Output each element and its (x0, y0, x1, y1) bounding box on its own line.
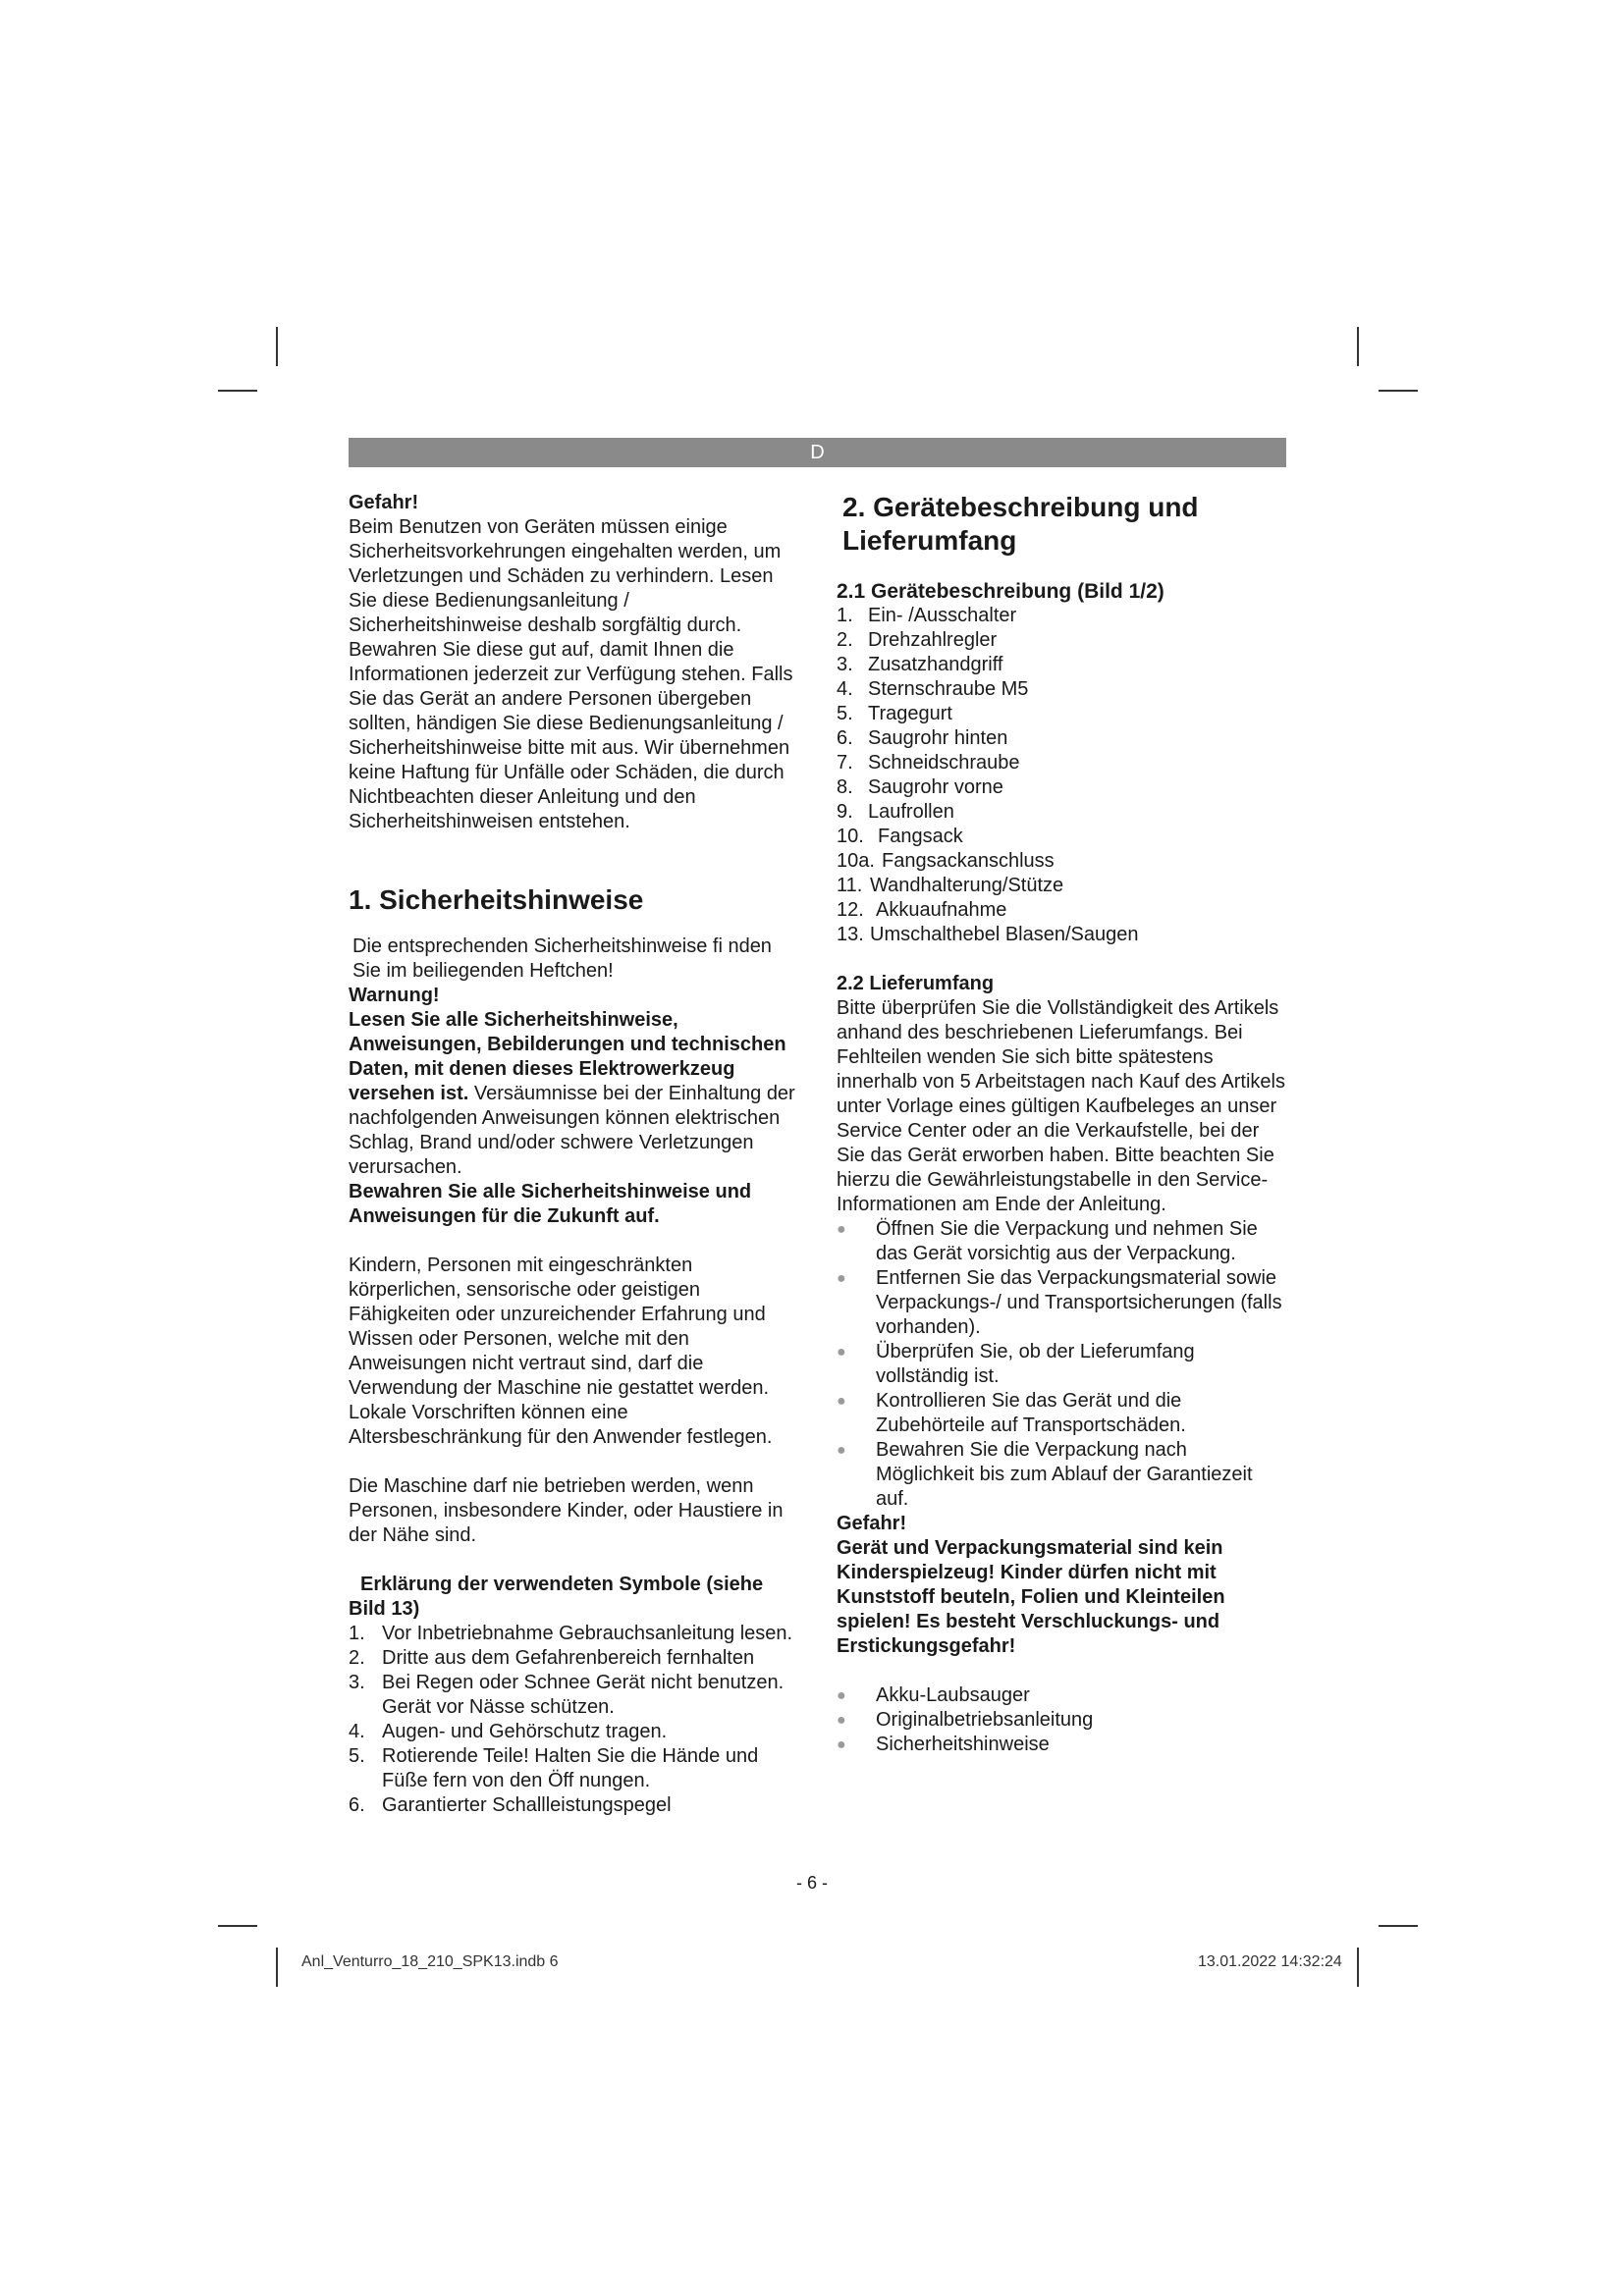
page-number: - 6 - (795, 1873, 828, 1893)
list-item: 2. Drehzahlregler (837, 629, 998, 651)
list-item: ● Bewahren Sie die Verpackung nach Möglichkeit bis zum Ablauf der Garantiezeit auf. (837, 1439, 1253, 1510)
crop-mark-top-right-v (1357, 327, 1359, 366)
list-item: ● Sicherheitshinweise (837, 1734, 1050, 1755)
sub-2-2-heading: 2.2 Lieferumfang (837, 973, 995, 994)
warning-title: Warnung! (349, 985, 440, 1006)
warning-bold: Lesen Sie alle Sicherheitshinweise, Anweisungen, Bebilderungen und technischen Daten, mit denen dieses Elektrowerkzeug versehen ist. (349, 1009, 786, 1104)
list-item: 5. Tragegurt (837, 703, 952, 724)
list-item: ● Kontrollieren Sie das Gerät und die Zubehörteile auf Transportschäden. (837, 1390, 1186, 1436)
list-item: 12. Akkuaufnahme (837, 899, 1007, 921)
right-column (837, 491, 1288, 1757)
crop-mark-top-right-h (1379, 390, 1418, 392)
list-item: ● Öffnen Sie die Verpackung und nehmen Sie das Gerät vorsichtig aus der Verpackung. (837, 1218, 1258, 1264)
contents-list (837, 1683, 1288, 1757)
left-column (349, 491, 800, 1818)
bullet-icon: ● (837, 1736, 846, 1753)
warning-paragraph (349, 1008, 800, 1180)
danger-2-paragraph: Gerät und Verpackungsmaterial sind kein Kinderspielzeug! Kinder dürfen nicht mit Kunststoff beuteln, Folien und Kleinteilen spielen! Es besteht Verschluckungs- und Erstickungsgefahr! (837, 1537, 1225, 1657)
list-item: 11. Wandhalterung/Stütze (837, 875, 1064, 896)
parts-list (837, 604, 1288, 947)
bullet-icon: ● (837, 1442, 846, 1459)
bullet-icon: ● (837, 1687, 846, 1704)
danger-paragraph: Beim Benutzen von Geräten müssen einige Sicherheitsvorkehrungen eingehalten werden, um Verletzungen und Schäden zu verhindern. Lesen Sie diese Bedienungsanleitung / Sicherheitshinweise deshalb sorgfältig durch. Bewahren Sie diese gut auf, damit Ihnen die Informationen jederzeit zur Verfügung stehen. Falls Sie das Gerät an andere Personen übergeben sollten, händigen Sie diese Bedienungsanleitung / Sicherheitshinweise bitte mit aus. Wir übernehmen keine Haftung für Unfälle oder Schäden, die durch Nichtbeachten dieser Anleitung und den Sicherheitshinweisen entstehen. (349, 516, 793, 832)
section-1-heading: 1. Sicherheitshinweise (349, 884, 644, 915)
list-item: 1. Vor Inbetriebnahme Gebrauchsanleitung lesen. (349, 1623, 793, 1644)
list-item: ● Überprüfen Sie, ob der Lieferumfang vollständig ist. (837, 1341, 1195, 1387)
keep-instructions: Bewahren Sie alle Sicherheitshinweise und Anweisungen für die Zukunft auf. (349, 1181, 752, 1227)
crop-mark-bottom-left-v (276, 1948, 278, 1987)
list-item: 10. Fangsack (837, 826, 963, 847)
list-item: 1. Ein- /Ausschalter (837, 605, 1017, 626)
list-item: 2. Dritte aus dem Gefahrenbereich fernhalten (349, 1647, 755, 1669)
crop-mark-bottom-left-h (218, 1925, 257, 1927)
footer-datetime: 13.01.2022 14:32:24 (1198, 1953, 1342, 1970)
list-item: 9. Laufrollen (837, 801, 954, 823)
bullet-icon: ● (837, 1393, 846, 1410)
bullet-icon: ● (837, 1344, 846, 1361)
crop-mark-top-left-v (276, 327, 278, 366)
sub-2-2-paragraph: Bitte überprüfen Sie die Vollständigkeit des Artikels anhand des beschriebenen Lieferumfangs. Bei Fehlteilen wenden Sie sich bitte spätestens innerhalb von 5 Arbeitstagen nach Kauf des Artikels unter Vorlage eines gültigen Kaufbeleges an unser Service Center oder an die Verkaufstelle, bei der Sie das Gerät erworben haben. Bitte beachten Sie hierzu die Gewährleistungstabelle in den Service-Informationen am Ende der Anleitung. (837, 997, 1285, 1215)
list-item: 13. Umschalthebel Blasen/Saugen (837, 924, 1139, 945)
list-item: 5. Rotierende Teile! Halten Sie die Hände und Füße fern von den Öff nungen. (349, 1745, 759, 1791)
list-item: 3. Zusatzhandgriff (837, 654, 1003, 675)
warning-text: Versäumnisse bei der Einhaltung der nachfolgenden Anweisungen können elektrischen Schlag, Brand und/oder schwere Verletzungen verursachen. (349, 1083, 795, 1178)
symbols-heading: Erklärung der verwendeten Symbole (siehe Bild 13) (349, 1574, 764, 1620)
danger-title: Gefahr! (349, 492, 419, 513)
crop-mark-bottom-right-v (1357, 1948, 1359, 1987)
bullet-icon: ● (837, 1221, 846, 1238)
list-item: 8. Saugrohr vorne (837, 776, 1003, 798)
list-item: 7. Schneidschraube (837, 752, 1020, 774)
list-item: ● Originalbetriebsanleitung (837, 1709, 1094, 1731)
section-1-intro: Die entsprechenden Sicherheitshinweise fi nden Sie im beiliegenden Heftchen! (352, 935, 772, 982)
list-item: 3. Bei Regen oder Schnee Gerät nicht benutzen. Gerät vor Nässe schützen. (349, 1672, 785, 1718)
list-item: 4. Augen- und Gehörschutz tragen. (349, 1721, 668, 1742)
children-paragraph: Kindern, Personen mit eingeschränkten körperlichen, sensorische oder geistigen Fähigkeiten oder unzureichender Erfahrung und Wissen oder Personen, welche mit den Anweisungen nicht vertraut sind, darf die Verwendung der Maschine nie gestattet werden. Lokale Vorschriften können eine Altersbeschränkung für den Anwender festlegen. (349, 1255, 773, 1448)
bullet-icon: ● (837, 1712, 846, 1729)
language-header-bar: D (349, 438, 1286, 467)
list-item: 6. Saugrohr hinten (837, 727, 1008, 749)
list-item: 6. Garantierter Schallleistungspegel (349, 1794, 672, 1816)
footer-file-name: Anl_Venturro_18_210_SPK13.indb 6 (301, 1953, 559, 1970)
list-item: ● Akku-Laubsauger (837, 1684, 1030, 1706)
danger-2-title: Gefahr! (837, 1513, 907, 1534)
section-2-heading: 2. Gerätebeschreibung und Lieferumfang (842, 492, 1199, 556)
bullet-icon: ● (837, 1270, 846, 1287)
machine-paragraph: Die Maschine darf nie betrieben werden, wenn Personen, insbesondere Kinder, oder Haustiere in der Nähe sind. (349, 1475, 784, 1546)
steps-list (837, 1217, 1288, 1512)
sub-2-1-heading: 2.1 Gerätebeschreibung (Bild 1/2) (837, 580, 1164, 603)
crop-mark-bottom-right-h (1379, 1925, 1418, 1927)
crop-mark-top-left-h (218, 390, 257, 392)
list-item: 10a. Fangsackanschluss (837, 850, 1055, 872)
list-item: ● Entfernen Sie das Verpackungsmaterial sowie Verpackungs-/ und Transportsicherungen (falls vorhanden). (837, 1267, 1282, 1338)
symbols-list (349, 1622, 800, 1818)
list-item: 4. Sternschraube M5 (837, 678, 1029, 700)
